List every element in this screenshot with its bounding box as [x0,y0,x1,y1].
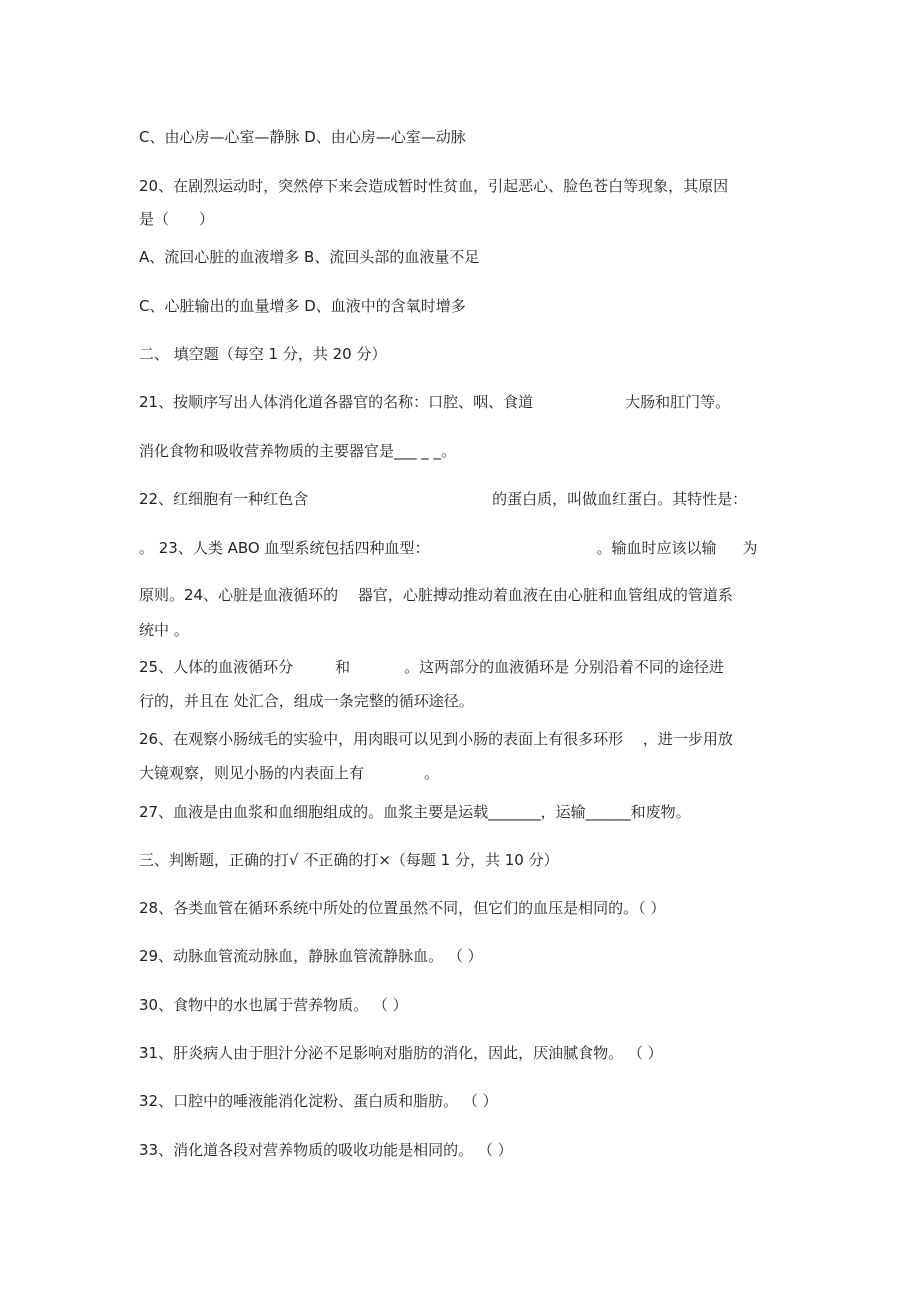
question-31: 31、肝炎病人由于胆汁分泌不足影响对脂肪的消化，因此，厌油腻食物。 （ ） [139,1044,663,1062]
question-26-text: 大镜观察，则见小肠的内表面上有 [139,764,365,782]
section-2-heading: 二、 填空题（每空 1 分，共 20 分） [139,345,387,363]
question-24-continued: 统中 。 [139,621,189,639]
question-29: 29、动脉血管流动脉血，静脉血管流静脉血。 （ ） [139,947,483,965]
question-25-text-mid: 和 [335,658,351,676]
question-27: 27、血液是由血浆和血细胞组成的。血浆主要是运载_______，运输______和废物。 [139,803,691,821]
question-20-stem: 20、在剧烈运动时，突然停下来会造成暂时性贫血，引起恶心、脸色苍白等现象，其原因 [139,177,729,195]
question-28: 28、各类血管在循环系统中所处的位置虽然不同，但它们的血压是相同的。（ ） [139,899,666,917]
question-22-text: 22、红细胞有一种红色含 [139,490,309,508]
question-25-text-end: 。这两部分的血液循环是 分别沿着不同的途径进 [404,658,724,676]
question-22-text-end: 的蛋白质，叫做血红蛋白。其特性是： [492,490,748,508]
question-24: 原则。24、心脏是血液循环的 器官，心脏搏动推动着血液在由心脏和血管组成的管道系 [139,586,733,604]
question-21-continued: 消化食物和吸收营养物质的主要器官是___ _ _。 [139,442,457,460]
question-30: 30、食物中的水也属于营养物质。 （ ） [139,996,408,1014]
question-23 [139,538,789,558]
section-3-heading: 三、判断题，正确的打√ 不正确的打×（每题 1 分，共 10 分） [139,851,559,869]
question-25-continued: 行的，并且在 处汇合，组成一条完整的循环途径。 [139,692,474,710]
question-20-stem-continued: 是（ ） [139,210,215,228]
question-25 [139,657,789,677]
question-26: 26、在观察小肠绒毛的实验中，用肉眼可以见到小肠的表面上有很多环形 ，进一步用放 [139,730,733,748]
question-23-text-end: 为 [742,539,758,557]
question-25-text: 25、人体的血液循环分 [139,658,294,676]
question-23-text: 。 23、人类 ABO 血型系统包括四种血型： [139,539,430,557]
question-20-options-ab: A、流回心脏的血液增多 B、流回头部的血液量不足 [139,248,480,266]
question-33: 33、消化道各段对营养物质的吸收功能是相同的。 （ ） [139,1141,513,1159]
question-26-text-end: 。 [424,764,440,782]
question-22 [139,489,789,509]
question-19-options-cd: C、由心房—心室—静脉 D、由心房—心室—动脉 [139,128,466,146]
question-23-text-mid: 。输血时应该以输 [596,539,717,557]
question-32: 32、口腔中的唾液能消化淀粉、蛋白质和脂肪。 （ ） [139,1092,498,1110]
question-21-text-end: 大肠和肛门等。 [625,393,731,411]
question-20-options-cd: C、心脏输出的血量增多 D、血液中的含氧时增多 [139,297,466,315]
question-21-text: 21、按顺序写出人体消化道各器官的名称：口腔、咽、食道 [139,393,534,411]
question-26-continued [139,763,789,783]
question-21 [139,392,789,412]
